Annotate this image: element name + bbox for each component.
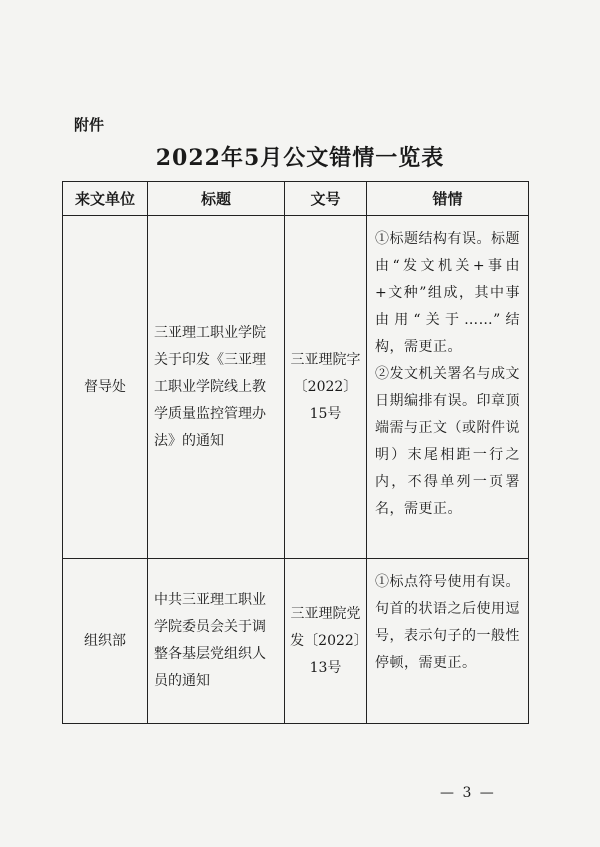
error-item: ①标题结构有误。标题由“发文机关+事由+文种”组成，其中事由用“关于……”结构，需更正。 [375,231,520,355]
row-error [367,559,529,724]
errata-table [62,181,529,724]
page-number: — 3 — [440,785,496,801]
header-unit: 来文单位 [63,182,148,216]
row-subject: 中共三亚理工职业学院委员会关于调整各基层党组织人员的通知 [148,559,285,724]
row-subject: 三亚理工职业学院关于印发《三亚理工职业学院线上教学质量监控管理办法》的通知 [148,216,285,559]
row-unit: 督导处 [63,216,148,559]
row-doc-no: 三亚理院党发〔2022〕13号 [285,559,367,724]
header-subject: 标题 [148,182,285,216]
error-item: ②发文机关署名与成文日期编排有误。印章顶端需与正文（或附件说明）末尾相距一行之内，不得单列一页署名，需更正。 [375,366,520,517]
table-row [63,559,529,724]
header-doc-no: 文号 [285,182,367,216]
error-item: ①标点符号使用有误。句首的状语之后使用逗号，表示句子的一般性停顿，需更正。 [375,574,520,671]
row-doc-no: 三亚理院字〔2022〕15号 [285,216,367,559]
table-row [63,216,529,559]
row-unit: 组织部 [63,559,148,724]
attachment-label: 附件 [74,116,105,134]
page-title: 2022年5月公文错情一览表 [155,145,445,171]
header-error: 错情 [367,182,529,216]
row-error [367,216,529,559]
table-header-row [63,182,529,216]
